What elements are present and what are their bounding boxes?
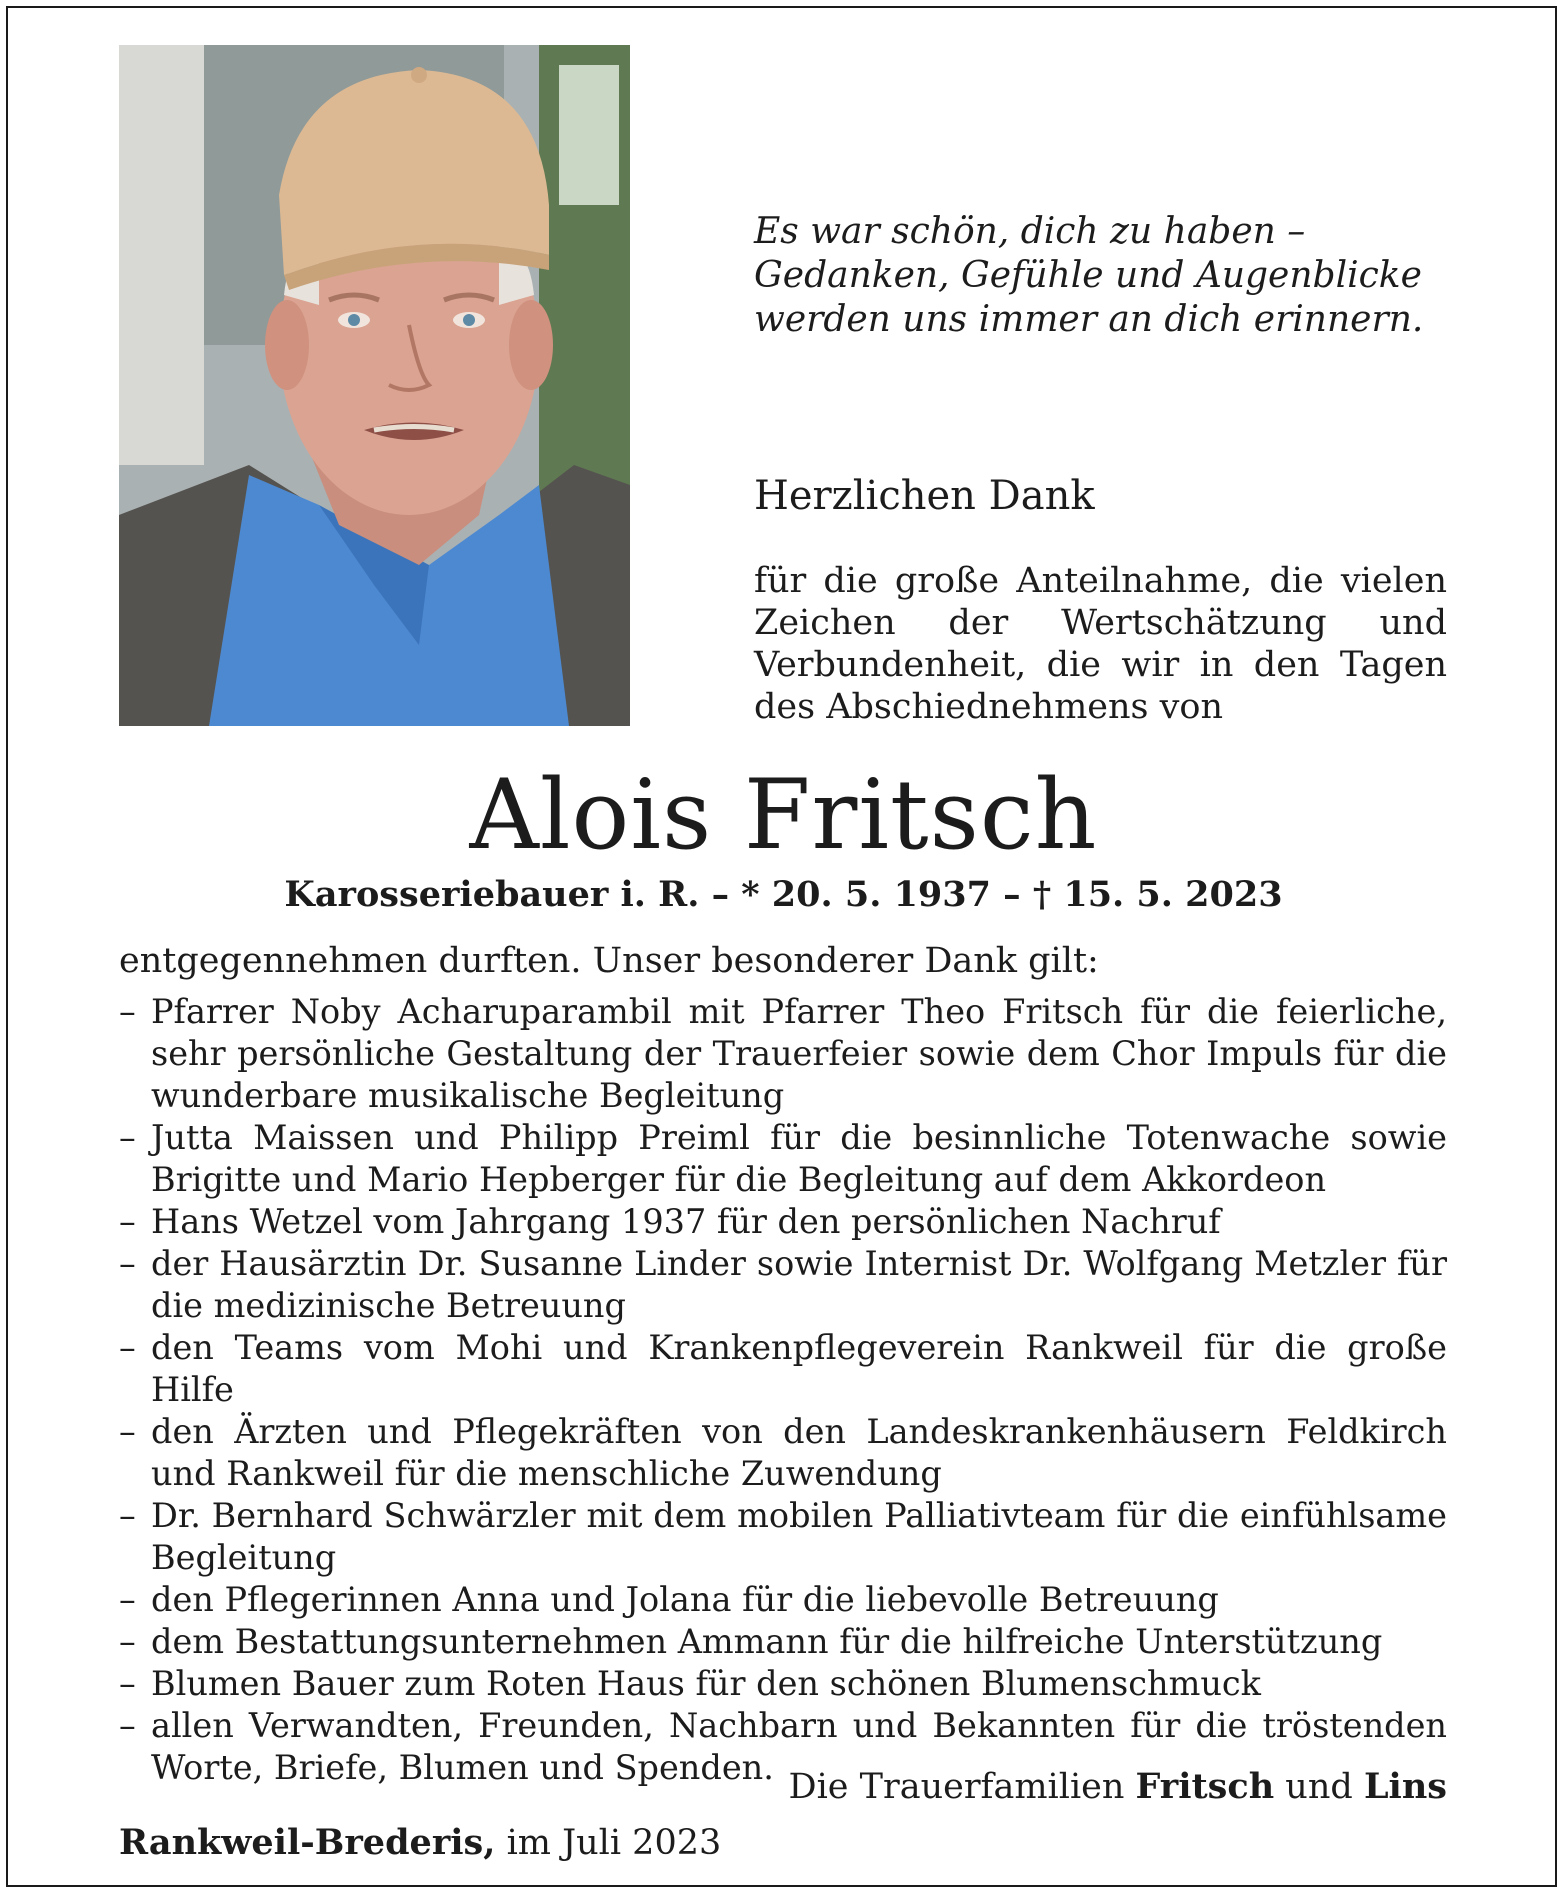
list-item xyxy=(119,1621,1447,1663)
dash-bullet: – xyxy=(119,1202,136,1241)
list-item xyxy=(119,1411,1447,1495)
deceased-name: Alois Fritsch xyxy=(469,759,1098,871)
list-item-text: Hans Wetzel vom Jahrgang 1937 für den persönlichen Nachruf xyxy=(151,1202,1221,1241)
list-item-text: den Ärzten und Pflegekräften von den Landeskrankenhäusern Feldkirch und Rankweil für die menschliche Zuwendung xyxy=(151,1412,1447,1493)
list-item xyxy=(119,1117,1447,1201)
list-item-text: Dr. Bernhard Schwärzler mit dem mobilen Palliativteam für die einfühlsame Begleitung xyxy=(151,1496,1447,1577)
family-name-lins: Lins xyxy=(1363,1766,1447,1807)
list-item-text: Pfarrer Noby Acharuparambil mit Pfarrer Theo Fritsch für die feierliche, sehr persönliche Gestaltung der Trauerfeier sowie dem Chor Impuls für die wunderbare musikalische Begleitung xyxy=(151,992,1447,1115)
list-item xyxy=(119,1243,1447,1327)
dash-bullet: – xyxy=(119,1244,136,1283)
dash-bullet: – xyxy=(119,1664,136,1703)
list-item-text: Jutta Maissen und Philipp Preiml für die besinnliche Totenwache sowie Brigitte und Mario Hepberger für die Begleitung auf dem Akkordeon xyxy=(151,1118,1447,1199)
list-item-text: allen Verwandten, Freunden, Nachbarn und Bekannten für die tröstenden Worte, Briefe, Blumen und Spenden. xyxy=(151,1706,1447,1787)
quote-line: Es war schön, dich zu haben – xyxy=(754,211,1306,252)
list-item xyxy=(119,1495,1447,1579)
dash-bullet: – xyxy=(119,1496,136,1535)
list-item-text: dem Bestattungsunternehmen Ammann für die hilfreiche Unterstützung xyxy=(151,1622,1383,1661)
dash-bullet: – xyxy=(119,1622,136,1661)
list-item xyxy=(119,1327,1447,1411)
dash-bullet: – xyxy=(119,1118,136,1157)
memorial-quote xyxy=(754,210,1454,342)
dash-bullet: – xyxy=(119,992,136,1031)
family-name-fritsch: Fritsch xyxy=(1135,1766,1275,1807)
portrait-illustration xyxy=(119,45,630,726)
acknowledgements-list xyxy=(119,991,1447,1789)
signature-connector: und xyxy=(1285,1767,1353,1807)
list-item xyxy=(119,1201,1447,1243)
dash-bullet: – xyxy=(119,1328,136,1367)
acknowledgements-lead: entgegennehmen durften. Unser besonderer Dank gilt: xyxy=(119,941,1099,981)
list-item-text: Blumen Bauer zum Roten Haus für den schönen Blumenschmuck xyxy=(151,1664,1261,1703)
thanks-intro: für die große Anteilnahme, die vielen Zeichen der Wertschätzung und Verbundenheit, die wir in den Tagen des Abschiednehmens von xyxy=(754,561,1447,727)
portrait-photo xyxy=(119,45,630,726)
quote-line: werden uns immer an dich erinnern. xyxy=(754,299,1424,340)
list-item xyxy=(119,1663,1447,1705)
family-signature xyxy=(789,1765,1447,1809)
list-item xyxy=(119,991,1447,1117)
place-date xyxy=(119,1820,721,1866)
list-item-text: den Pflegerinnen Anna und Jolana für die liebevolle Betreuung xyxy=(151,1580,1219,1619)
dash-bullet: – xyxy=(119,1580,136,1619)
dash-bullet: – xyxy=(119,1412,136,1451)
list-item-text: den Teams vom Mohi und Krankenpflegeverein Rankweil für die große Hilfe xyxy=(151,1328,1447,1409)
dash-bullet: – xyxy=(119,1706,136,1745)
thanks-heading: Herzlichen Dank xyxy=(754,473,1095,519)
list-item xyxy=(119,1579,1447,1621)
place-location: Rankweil-Brederis, xyxy=(119,1822,496,1863)
list-item-text: der Hausärztin Dr. Susanne Linder sowie Internist Dr. Wolfgang Metzler für die medizinische Betreuung xyxy=(151,1244,1447,1325)
quote-line: Gedanken, Gefühle und Augenblicke xyxy=(754,255,1422,296)
deceased-profession-dates: Karosseriebauer i. R. – * 20. 5. 1937 – † 15. 5. 2023 xyxy=(284,874,1283,915)
signature-prefix: Die Trauerfamilien xyxy=(788,1767,1125,1807)
place-date-text: im Juli 2023 xyxy=(506,1823,722,1863)
